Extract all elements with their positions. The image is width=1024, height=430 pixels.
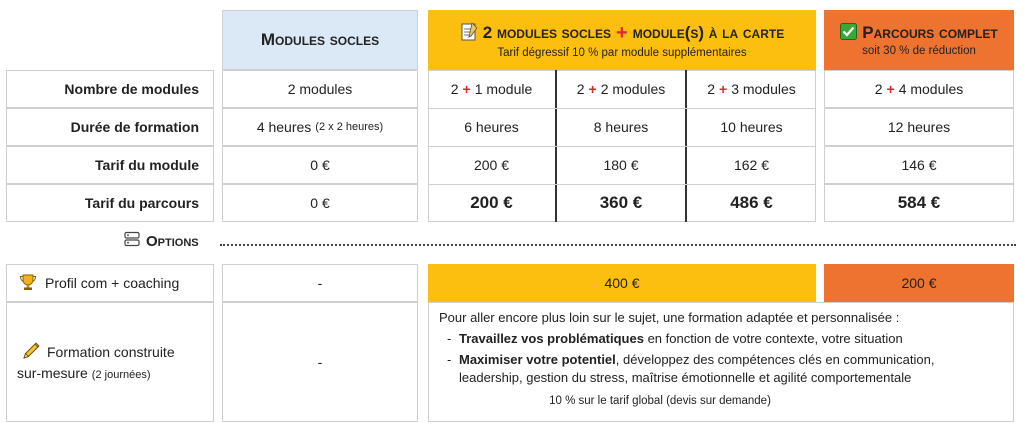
- option-formation-label-cell: [6, 302, 214, 422]
- carte1-nombre: [428, 70, 555, 108]
- header-carte-plus: +: [616, 21, 628, 44]
- option-formation-details: [428, 302, 1014, 422]
- header-carte-title-post: module(s) à la carte: [632, 23, 785, 42]
- carte2-plus: +: [588, 81, 597, 97]
- trophy-icon: [19, 273, 37, 294]
- option-formation-label-line1: Formation construite: [47, 344, 175, 360]
- carte2-nombre: [557, 70, 685, 108]
- carte2-duree: 8 heures: [593, 119, 649, 135]
- carte3-plus: +: [719, 81, 728, 97]
- complet-nombre-value: 4 modules: [898, 81, 964, 97]
- options-heading: [124, 231, 199, 251]
- carte2-nombre-value: 2 modules: [600, 81, 666, 97]
- socles-duree: [222, 108, 418, 146]
- carte3-nombre-value: 3 modules: [731, 81, 796, 97]
- option-profil-socles: -: [222, 264, 418, 302]
- header-parcours-complet: [824, 10, 1014, 70]
- carte1-plus: +: [462, 81, 471, 97]
- server-icon: [124, 231, 140, 252]
- row-label-nombre: Nombre de modules: [6, 70, 214, 108]
- carte3-tarif-module: 162 €: [733, 157, 770, 173]
- option-profil-label-cell: [6, 264, 214, 302]
- socles-duree-value: 4 heures: [256, 119, 312, 135]
- header-a-la-carte: [428, 10, 816, 70]
- complet-nombre: [824, 70, 1014, 108]
- option-formation-footer: 10 % sur le tarif global (devis sur demande): [549, 395, 771, 407]
- socles-nombre: 2 modules: [222, 70, 418, 108]
- complet-plus: +: [886, 81, 895, 97]
- socles-duree-note: (2 x 2 heures): [315, 121, 384, 133]
- complet-tarif-module: 146 €: [824, 146, 1014, 184]
- option-profil-label: Profil com + coaching: [45, 275, 180, 291]
- option-formation-bullet1-bold: Travaillez vos problématiques: [459, 331, 644, 346]
- carte3-prefix: 2: [707, 81, 715, 97]
- carte3-tarif-parcours: 486 €: [730, 193, 773, 212]
- header-modules-socles: [222, 10, 418, 70]
- options-dotted-line: [220, 244, 1016, 246]
- socles-tarif-parcours: 0 €: [222, 184, 418, 222]
- options-title: Options: [146, 232, 199, 250]
- carte3-duree: 10 heures: [720, 119, 783, 135]
- header-carte-subtitle: Tarif dégressif 10 % par module supplémentaires: [497, 46, 747, 59]
- option-formation-label-line2: sur-mesure: [17, 365, 88, 381]
- option-formation-bullet2: - Maximiser votre potentiel, développez des compétences clés en communication, leadership, gestion du stress, maîtrise émotionnelle et agilité comportementale: [447, 352, 935, 385]
- carte1-tarif-module: 200 €: [473, 157, 510, 173]
- row-label-duree: Durée de formation: [6, 108, 214, 146]
- socles-tarif-module: 0 €: [222, 146, 418, 184]
- row-label-tarif-module: Tarif du module: [6, 146, 214, 184]
- header-socles-label: Modules socles: [260, 30, 380, 49]
- option-formation-bullet1-rest: en fonction de votre contexte, votre situation: [643, 331, 903, 346]
- option-formation-intro: Pour aller encore plus loin sur le sujet, une formation adaptée et personnalisée :: [439, 310, 900, 325]
- option-formation-bullet2-bold: Maximiser votre potentiel: [459, 352, 616, 367]
- option-profil-carte: 400 €: [428, 264, 816, 302]
- carte2-tarif-module: 180 €: [603, 157, 639, 173]
- option-formation-label-note: (2 journées): [91, 369, 151, 381]
- carte1-tarif-parcours: 200 €: [470, 193, 513, 212]
- carte1-duree: 6 heures: [464, 119, 519, 135]
- carte2-tarif-parcours: 360 €: [599, 193, 643, 212]
- notepad-icon: [460, 22, 478, 45]
- checkmark-icon: [840, 23, 857, 43]
- row-label-tarif-parcours: Tarif du parcours: [6, 184, 214, 222]
- header-complet-title: Parcours complet: [862, 23, 998, 42]
- option-formation-socles: -: [222, 302, 418, 422]
- header-carte-title-pre: 2 modules socles: [482, 23, 612, 42]
- complet-prefix: 2: [874, 81, 883, 97]
- option-formation-bullet2-rest: , développez des compétences clés en communication, leadership, gestion du stress, maîtrise émotionnelle et agilité comportementale: [459, 352, 935, 385]
- carte3-nombre: [687, 70, 816, 108]
- complet-duree: 12 heures: [824, 108, 1014, 146]
- option-formation-bullet1: - Travaillez vos problématiques en fonction de votre contexte, votre situation: [447, 331, 903, 346]
- carte1-nombre-value: 1 module: [474, 81, 533, 97]
- option-profil-complet: 200 €: [824, 264, 1014, 302]
- carte1-prefix: 2: [450, 81, 459, 97]
- pencil-icon: [21, 341, 41, 366]
- option-formation-label-line2-wrap: [17, 365, 151, 381]
- header-complet-subtitle: soit 30 % de réduction: [862, 45, 976, 57]
- carte2-prefix: 2: [576, 81, 585, 97]
- complet-tarif-parcours: 584 €: [824, 184, 1014, 222]
